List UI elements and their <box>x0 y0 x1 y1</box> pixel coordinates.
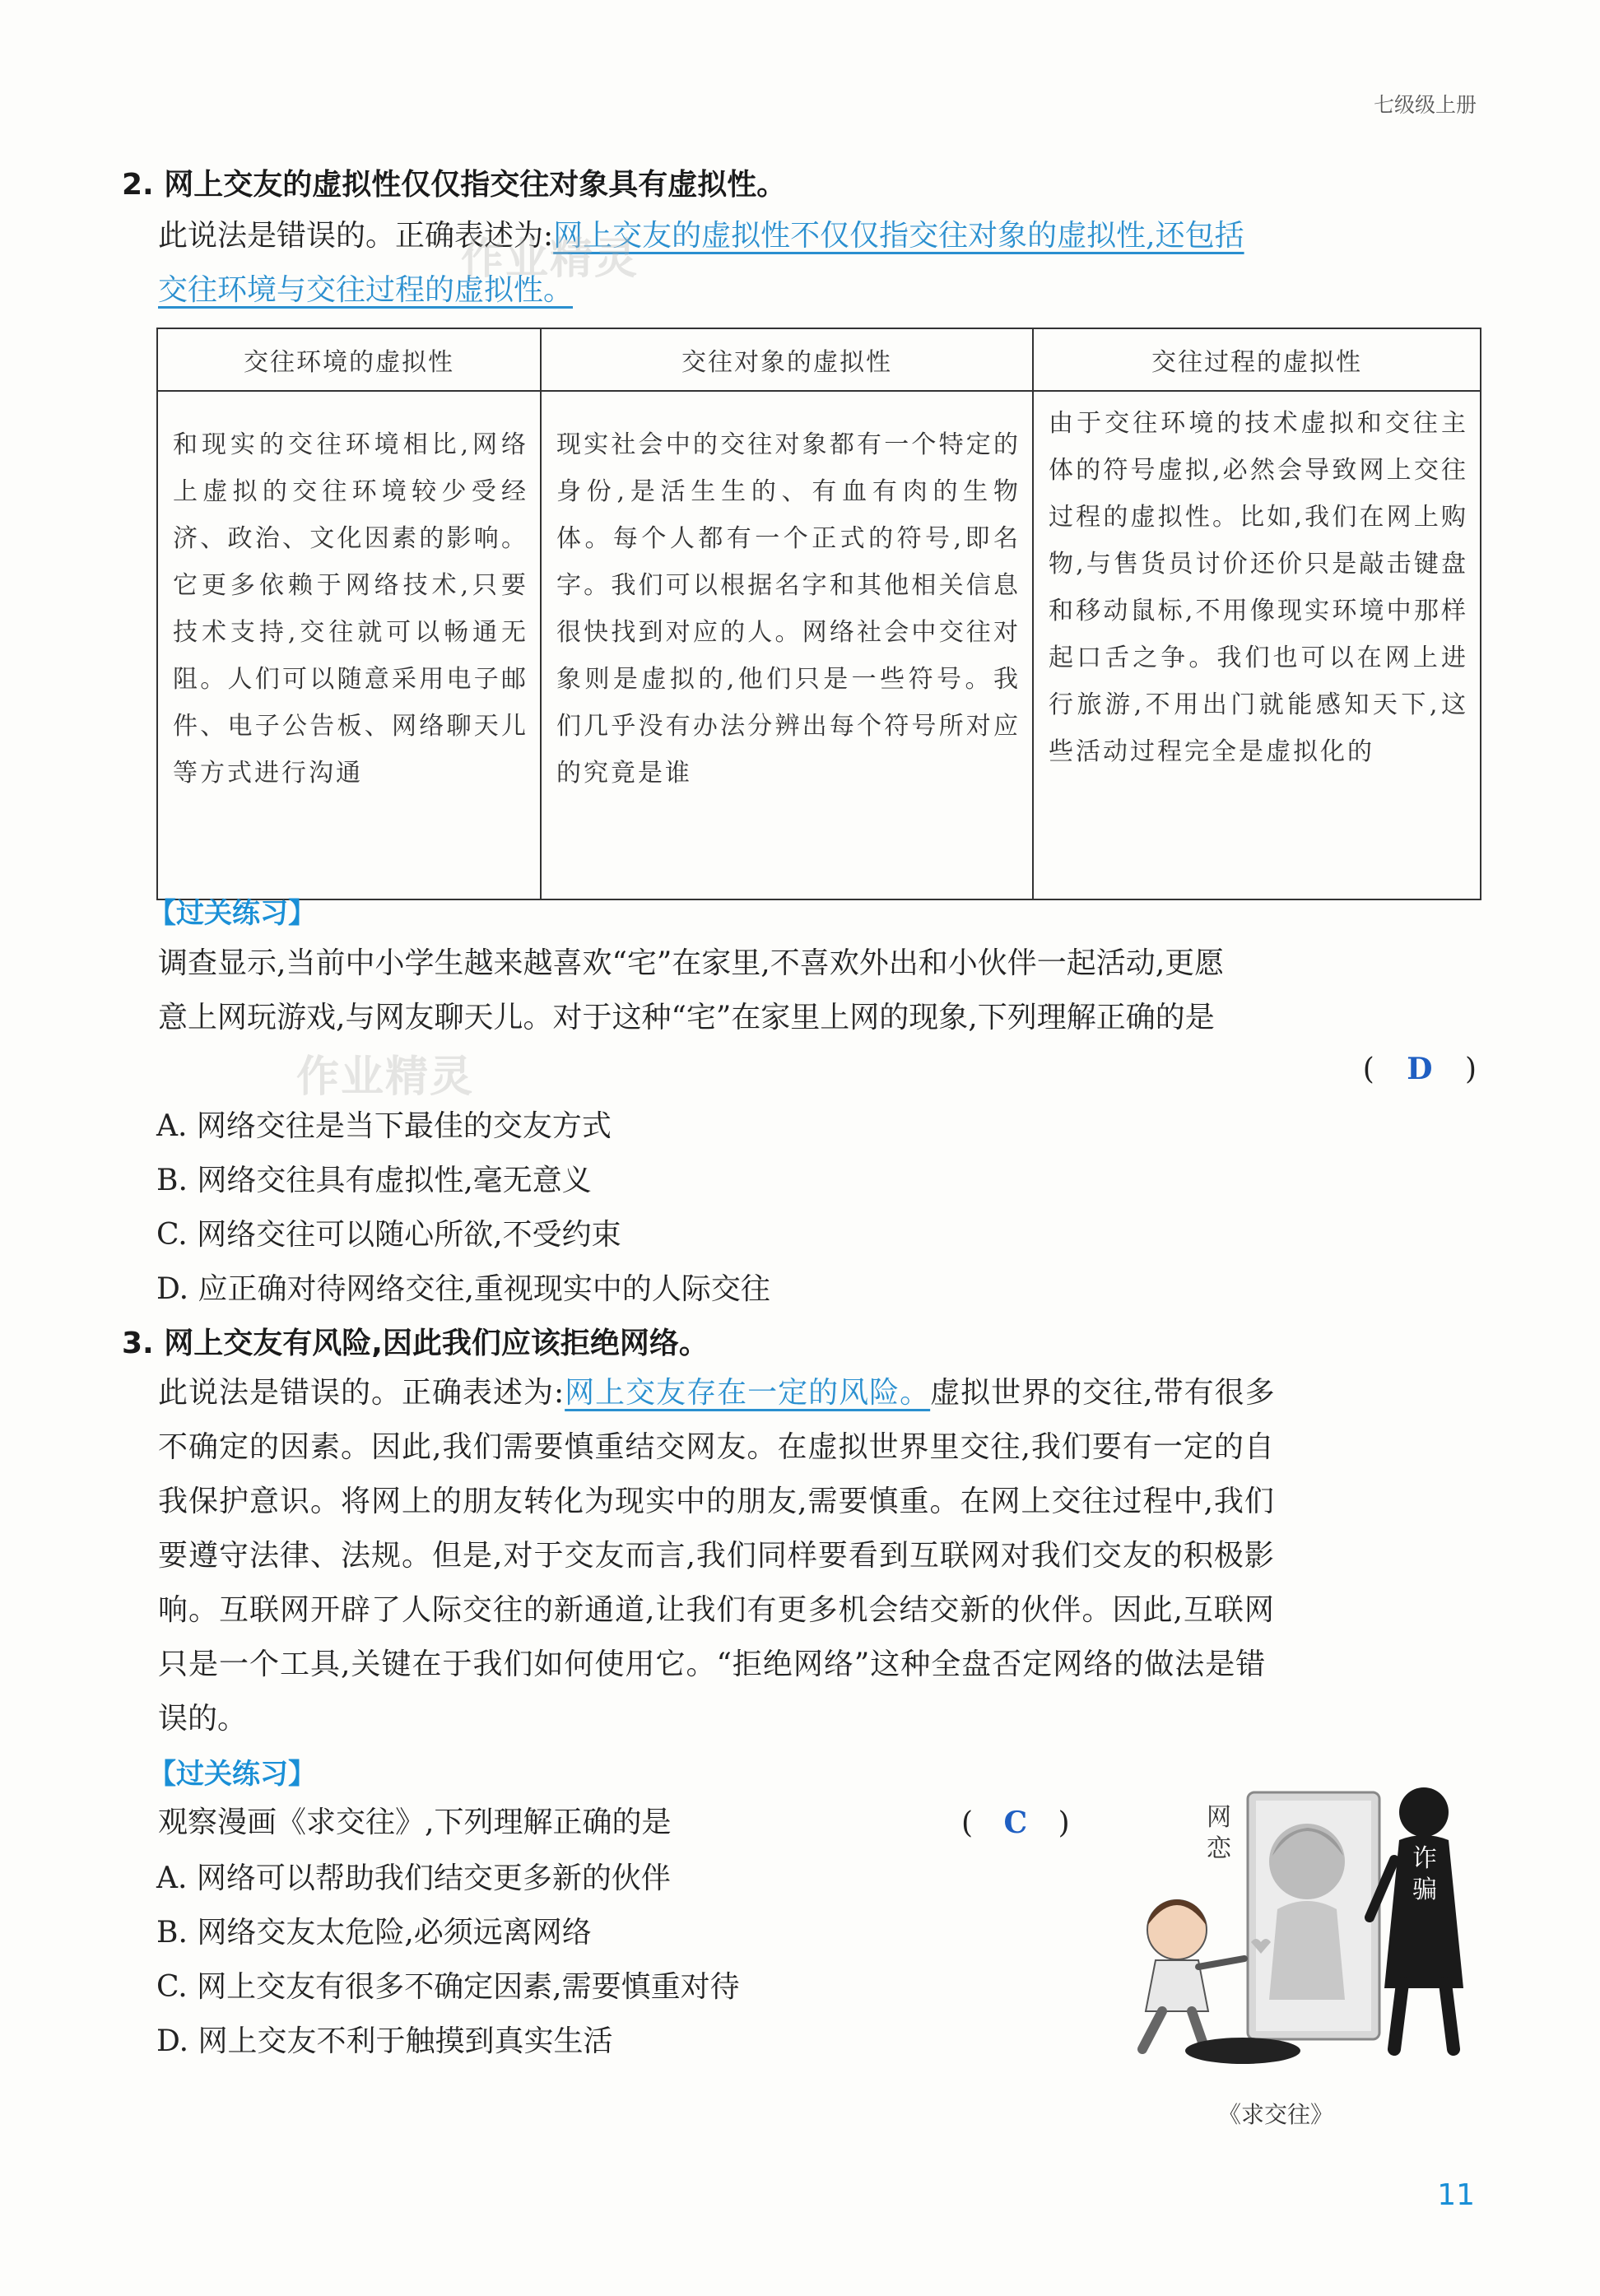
q3-intro: 此说法是错误的。正确表述为: <box>158 1376 565 1410</box>
q2-answer-slot <box>1363 1052 1477 1086</box>
q2-option-c: C. 网络交往可以随心所欲,不受约束 <box>156 1218 621 1252</box>
q2-option-a: A. 网络交往是当下最佳的交友方式 <box>156 1109 612 1143</box>
q3-line: 误的。 <box>158 1702 248 1736</box>
q3-option-d: D. 网上交友不利于触摸到真实生活 <box>156 2024 613 2058</box>
table-row <box>157 391 1481 899</box>
table-cell: 现实社会中的交往对象都有一个特定的身份,是活生生的、有血有肉的生物体。每个人都有一个正式的符号,即名字。我们可以根据名字和其他相关信息很快找到对应的人。网络社会中交往对象则是虚拟的,他们只是一些符号。我们几乎没有办法分辨出每个符号所对应的究竟是谁 <box>541 391 1033 899</box>
q3-title: 3. 网上交友有风险,因此我们应该拒绝网络。 <box>122 1327 709 1360</box>
q3-answer-slot <box>961 1806 1070 1840</box>
q3-option-b: B. 网络交友太危险,必须远离网络 <box>156 1916 592 1950</box>
q3-option-a: A. 网络可以帮助我们结交更多新的伙伴 <box>156 1861 671 1895</box>
q2-answer: D <box>1407 1052 1433 1086</box>
cartoon-drawing <box>1086 1769 1473 2082</box>
q3-statement <box>158 1366 1475 1420</box>
paren-close: ) <box>1058 1806 1070 1840</box>
practice-label-1: 【过关练习】 <box>148 897 316 930</box>
q2-statement-cont <box>158 263 1475 318</box>
q2-question-line2: 意上网玩游戏,与网友聊天儿。对于这种“宅”在家里上网的现象,下列理解正确的是 <box>158 1001 1215 1034</box>
q2-handwritten-answer-2: 交往环境与交往过程的虚拟性。 <box>158 273 574 307</box>
q3-line1-rest: 虚拟世界的交往,带有很多 <box>930 1376 1276 1410</box>
q3-question: 观察漫画《求交往》,下列理解正确的是 <box>158 1806 672 1839</box>
q2-option-d: D. 应正确对待网络交往,重视现实中的人际交往 <box>156 1272 770 1306</box>
watermark-1: 作业精灵 <box>461 235 640 284</box>
table-header-row <box>157 328 1481 391</box>
q2-option-b: B. 网络交往具有虚拟性,毫无意义 <box>156 1164 592 1197</box>
q3-line: 我保护意识。将网上的朋友转化为现实中的朋友,需要慎重。在网上交往过程中,我们 <box>158 1485 1275 1518</box>
q3-line: 不确定的因素。因此,我们需要慎重结交网友。在虚拟世界里交往,我们要有一定的自 <box>158 1430 1275 1464</box>
q2-statement <box>158 209 1475 263</box>
q2-question-line1: 调查显示,当前中小学生越来越喜欢“宅”在家里,不喜欢外出和小伙伴一起活动,更愿 <box>158 946 1225 980</box>
q2-title: 2. 网上交友的虚拟性仅仅指交往对象具有虚拟性。 <box>122 168 787 202</box>
table-header-cell: 交往过程的虚拟性 <box>1033 328 1481 391</box>
watermark-2: 作业精灵 <box>296 1053 475 1102</box>
page-number: 11 <box>1437 2178 1475 2212</box>
table-header-cell: 交往对象的虚拟性 <box>541 328 1033 391</box>
q2-handwritten-answer-1: 网上交友的虚拟性不仅仅指交往对象的虚拟性,还包括 <box>553 219 1244 253</box>
practice-label-2: 【过关练习】 <box>148 1758 316 1791</box>
grade-label: 七级级上册 <box>1373 93 1477 117</box>
virtuality-table <box>156 328 1481 900</box>
q3-option-c: C. 网上交友有很多不确定因素,需要慎重对待 <box>156 1970 740 2004</box>
cartoon-caption: 《求交往》 <box>1218 2101 1334 2128</box>
table-cell: 和现实的交往环境相比,网络上虚拟的交往环境较少受经济、政治、文化因素的影响。它更多依赖于网络技术,只要技术支持,交往就可以畅通无阻。人们可以随意采用电子邮件、电子公告板、网络聊天儿等方式进行沟通 <box>157 391 541 899</box>
paren-open: ( <box>961 1806 974 1840</box>
paren-close: ) <box>1464 1053 1477 1086</box>
table-cell: 由于交往环境的技术虚拟和交往主体的符号虚拟,必然会导致网上交往过程的虚拟性。比如,我们在网上购物,与售货员讨价还价只是敲击键盘和移动鼠标,不用像现实环境中那样起口舌之争。我们也可以在网上进行旅游,不用出门就能感知天下,这些活动过程完全是虚拟化的 <box>1033 391 1481 899</box>
label-fraud: 诈骗 <box>1412 1844 1437 1904</box>
q3-line: 响。互联网开辟了人际交往的新通道,让我们有更多机会结交新的伙伴。因此,互联网 <box>158 1593 1275 1627</box>
q3-line: 要遵守法律、法规。但是,对于交友而言,我们同样要看到互联网对我们交友的积极影 <box>158 1539 1275 1573</box>
q2-intro: 此说法是错误的。正确表述为: <box>158 219 554 253</box>
q3-line: 只是一个工具,关键在于我们如何使用它。“拒绝网络”这种全盘否定网络的做法是错 <box>158 1648 1267 1681</box>
q3-handwritten-answer: 网上交友存在一定的风险。 <box>565 1376 931 1410</box>
paren-open: ( <box>1362 1053 1374 1086</box>
cartoon-illustration <box>1086 1769 1473 2082</box>
q3-answer: C <box>1003 1806 1028 1840</box>
table-header-cell: 交往环境的虚拟性 <box>157 328 541 391</box>
label-online-love: 网恋 <box>1207 1803 1231 1863</box>
